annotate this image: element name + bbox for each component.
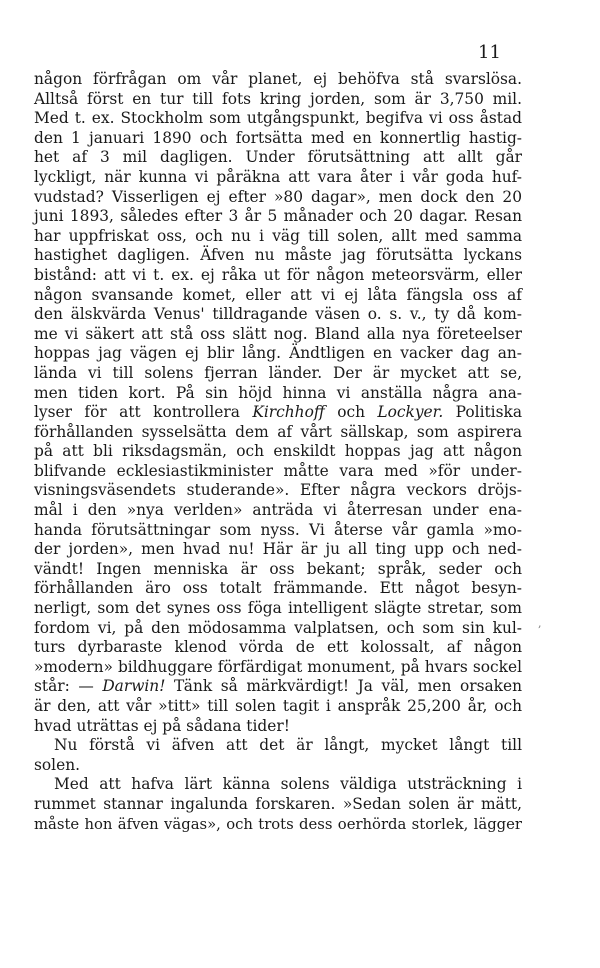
text-line: »modern» bildhuggare förfärdigat monument, på hvars sockel <box>34 657 522 676</box>
text-line: Med att hafva lärt känna solens väldiga utsträckning i <box>54 775 522 794</box>
text-line: men tiden kort. På sin höjd hinna vi anställa några ana- <box>34 383 522 402</box>
text-line: juni 1893, således efter 3 år 5 månader och 20 dagar. Resan <box>34 207 522 226</box>
text-line: bistånd: att vi t. ex. ej råka ut för någon meteorsvärm, eller <box>34 265 522 284</box>
text-line: förhållanden äro oss totalt främmande. Ett något besyn- <box>34 579 522 598</box>
text-line: solen. <box>34 755 80 774</box>
text-line: någon svansande komet, eller att vi ej låta fängsla oss af <box>34 285 522 304</box>
text-line: nerligt, som det synes oss föga intelligent slägte stretar, som <box>34 599 522 618</box>
text-line: den älskvärda Venus' tilldragande väsen o. s. v., ty då kom- <box>34 305 522 324</box>
text-line: någon förfrågan om vår planet, ej behöfva stå svarslösa. <box>34 70 522 88</box>
text-line: på att bli riksdagsmän, och enskildt hoppas jag att någon <box>34 442 522 461</box>
text-line: lyckligt, när kunna vi påräkna att vara åter i vår goda huf- <box>34 167 522 186</box>
text-line: hoppas jag vägen ej blir lång. Ändtligen en vacker dag an- <box>34 344 522 363</box>
text-line: handa förutsättningar som nyss. Vi återse vår gamla »mo- <box>34 520 522 539</box>
text-line: den 1 januari 1890 och fortsätta med en konnertlig hastig- <box>34 128 522 147</box>
margin-mark: , <box>538 617 542 630</box>
page-number: 11 <box>478 42 501 63</box>
text-line: förhållanden sysselsätta dem af vårt sällskap, som aspirera <box>34 422 522 441</box>
text-line: mål i den »nya verlden» anträda vi återresan under ena- <box>34 501 522 520</box>
body-text <box>34 70 522 834</box>
text-line: visningsväsendets studerande». Efter några veckors dröjs- <box>34 481 522 500</box>
text-line: måste hon äfven vägas», och trots dess oerhörda storlek, lägger <box>34 815 522 833</box>
text-line: Nu förstå vi äfven att det är långt, mycket långt till <box>54 736 522 755</box>
text-line: rummet stannar ingalunda forskaren. »Sedan solen är mätt, <box>34 794 522 813</box>
text-line: har uppfriskat oss, och nu i väg till solen, allt med samma <box>34 226 522 245</box>
text-line: vändt! Ingen menniska är oss bekant; språk, seder och <box>34 559 522 578</box>
text-line: Med t. ex. Stockholm som utgångspunkt, begifva vi oss åstad <box>34 109 522 128</box>
text-line: Alltså först en tur till fots kring jorden, som är 3,750 mil. <box>34 89 522 108</box>
text-line: het af 3 mil dagligen. Under förutsättning att allt går <box>34 148 522 167</box>
text-line: der jorden», men hvad nu! Här är ju all ting upp och ned- <box>34 540 522 559</box>
text-line: fordom vi, på den mödosamma valplatsen, och som sin kul- <box>34 618 522 637</box>
text-line: lända vi till solens fjerran länder. Der är mycket att se, <box>34 363 522 382</box>
text-line: är den, att vår »titt» till solen tagit i anspråk 25,200 år, och <box>34 697 522 715</box>
text-line: hvad uträttas ej på sådana tider! <box>34 716 290 735</box>
text-line: lyser för att kontrollera Kirchhoff och Lockyer. Politiska <box>34 403 522 422</box>
text-line: turs dyrbaraste klenod vörda de ett kolossalt, af någon <box>34 638 522 657</box>
text-line: vudstad? Visserligen ej efter »80 dagar», men dock den 20 <box>34 187 522 206</box>
text-line: står: — Darwin! Tänk så märkvärdigt! Ja väl, men orsaken <box>34 677 523 696</box>
text-line: blifvande ecklesiastikminister måtte vara med »för under- <box>34 461 522 480</box>
text-line: me vi säkert att stå oss slätt nog. Bland alla nya företeelser <box>34 324 522 343</box>
text-line: hastighet dagligen. Äfven nu måste jag förutsätta lyckans <box>34 246 522 265</box>
